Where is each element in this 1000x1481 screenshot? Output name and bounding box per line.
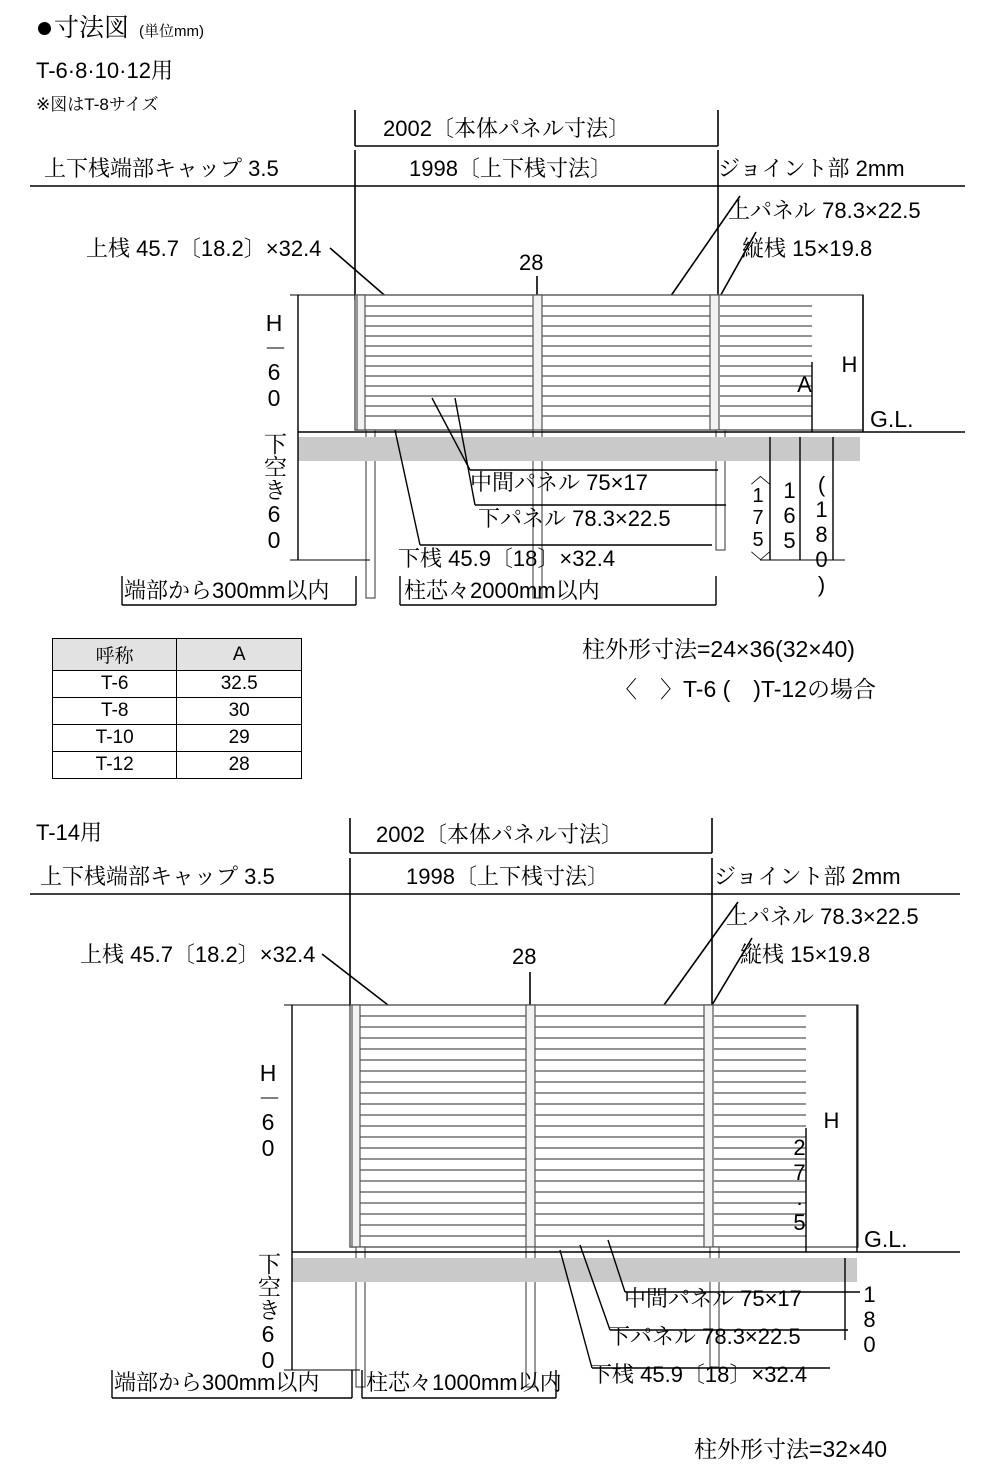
top-vertical-rail-label: 縦桟 15×19.8 (742, 236, 873, 261)
top-post-size: 柱外形寸法=24×36(32×40) (582, 636, 855, 662)
unit-note: (単位mm) (139, 23, 204, 40)
bottom-cap-label: 上下桟端部キャップ 3.5 (40, 864, 275, 889)
subtitle-top: T-6·8·10·12用 (36, 58, 173, 83)
bottom-lower-rail-label: 下桟 45.9〔18〕×32.4 (590, 1362, 808, 1387)
bottom-under-clearance: 下空き60 (255, 1252, 281, 1373)
table-header-name: 呼称 (53, 639, 177, 671)
page-title: 寸法図 (54, 14, 130, 42)
top-upper-rail-label: 上桟 45.7〔18.2〕×32.4 (86, 236, 322, 261)
top-depth-175: 〈175〉 (747, 465, 769, 571)
bottom-dim-rail: 1998〔上下桟寸法〕 (406, 864, 609, 889)
top-dim-28: 28 (519, 250, 544, 275)
bottom-post-size: 柱外形寸法=32×40 (694, 1436, 888, 1462)
top-depth-165: 165 (777, 478, 802, 553)
top-under-clearance: 下空き60 (261, 432, 287, 553)
bottom-upper-rail-label: 上桟 45.7〔18.2〕×32.4 (80, 942, 316, 967)
top-cap-label: 上下桟端部キャップ 3.5 (44, 156, 279, 181)
top-upper-panel-label: 上パネル 78.3×22.5 (728, 198, 921, 223)
top-gl-label: G.L. (870, 406, 914, 432)
bottom-mid-panel-label: 中間パネル 75×17 (624, 1286, 802, 1311)
bottom-vertical-rail-label: 縦桟 15×19.8 (740, 942, 871, 967)
bottom-label-180: 180 (857, 1282, 882, 1357)
table-cell-name: T-8 (53, 698, 177, 725)
table-cell-a: 29 (177, 725, 302, 752)
bottom-gl-label: G.L. (864, 1226, 908, 1252)
bottom-edge-note: 端部から300mm以内 (114, 1370, 320, 1395)
subtitle-bottom: T-14用 (36, 820, 103, 845)
top-label-H: H (837, 352, 862, 377)
bottom-label-H: H (819, 1108, 844, 1133)
bottom-dim-panel: 2002〔本体パネル寸法〕 (376, 822, 623, 847)
top-depth-180: (180) (809, 472, 834, 597)
top-label-A: A (792, 372, 817, 397)
table-header-a: A (177, 639, 302, 671)
top-dim-rail: 1998〔上下桟寸法〕 (409, 156, 612, 181)
note-top: ※図はT-8サイズ (36, 95, 159, 114)
top-edge-note: 端部から300mm以内 (124, 578, 330, 603)
bottom-joint-label: ジョイント部 2mm (714, 864, 901, 889)
bottom-lower-panel-label: 下パネル 78.3×22.5 (608, 1324, 801, 1349)
top-dim-panel: 2002〔本体パネル寸法〕 (383, 116, 630, 141)
top-pitch-note: 柱芯々2000mm以内 (404, 578, 600, 603)
top-post-size-note: 〈 〉T-6 ( )T-12の場合 (614, 676, 876, 702)
top-h-minus-60: H－60 (261, 310, 287, 411)
top-joint-label: ジョイント部 2mm (718, 156, 905, 181)
bottom-dim-28: 28 (512, 944, 537, 969)
table-cell-a: 28 (177, 752, 302, 779)
top-lower-panel-label: 下パネル 78.3×22.5 (478, 506, 671, 531)
top-lower-rail-label: 下桟 45.9〔18〕×32.4 (398, 546, 616, 571)
bottom-h-minus-60: H－60 (255, 1060, 281, 1161)
bottom-pitch-note: 柱芯々1000mm以内 (366, 1370, 562, 1395)
bottom-upper-panel-label: 上パネル 78.3×22.5 (726, 904, 919, 929)
table-cell-a: 30 (177, 698, 302, 725)
table-cell-name: T-10 (53, 725, 177, 752)
table-cell-name: T-6 (53, 671, 177, 698)
bottom-label-275: 27.5 (787, 1135, 812, 1235)
table-cell-name: T-12 (53, 752, 177, 779)
top-mid-panel-label: 中間パネル 75×17 (470, 470, 648, 495)
table-cell-a: 32.5 (177, 671, 302, 698)
